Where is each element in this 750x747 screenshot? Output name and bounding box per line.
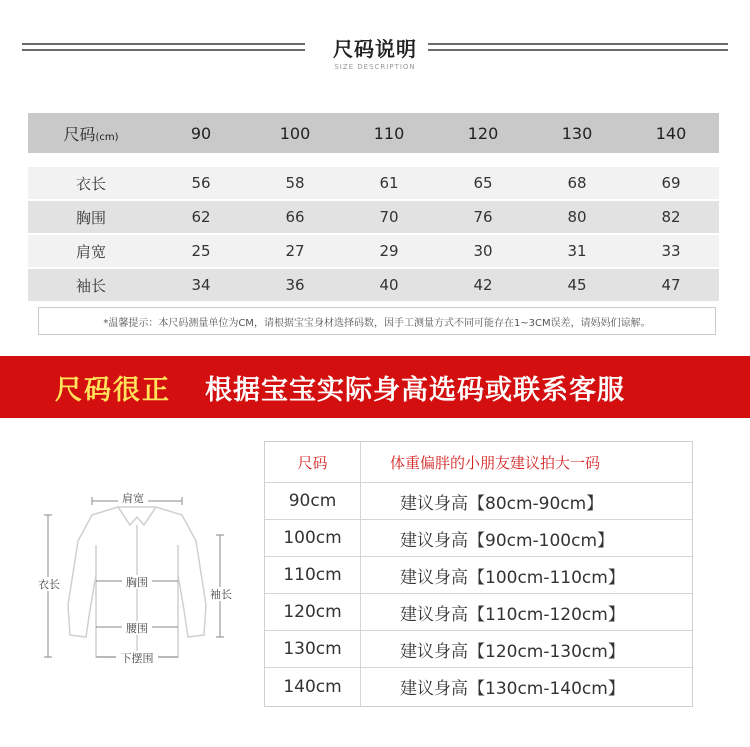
table-cell: 76 bbox=[473, 208, 493, 226]
diagram-label-sleeve: 袖长 bbox=[210, 588, 232, 601]
diagram-label-chest: 胸围 bbox=[126, 576, 148, 589]
table-cell: 42 bbox=[473, 276, 493, 294]
banner-left-text: 尺码很正 bbox=[55, 374, 171, 406]
table-cell: 29 bbox=[379, 242, 399, 260]
diagram-label-hem: 下摆围 bbox=[120, 652, 154, 665]
table-row bbox=[28, 167, 719, 199]
page-title: 尺码说明 bbox=[333, 37, 417, 61]
size-cell: 140cm bbox=[283, 676, 342, 697]
banner-right-text: 根据宝宝实际身高选码或联系客服 bbox=[205, 374, 625, 406]
page-subtitle: SIZE DESCRIPTION bbox=[334, 63, 416, 71]
advice-cell: 建议身高【130cm-140cm】 bbox=[400, 679, 625, 699]
table-row bbox=[265, 631, 692, 667]
height-table-header bbox=[265, 442, 692, 482]
size-col-100: 100 bbox=[279, 123, 311, 143]
table-row bbox=[28, 201, 719, 233]
promo-banner bbox=[0, 356, 750, 418]
header-advice: 体重偏胖的小朋友建议拍大一码 bbox=[390, 453, 601, 472]
table-row bbox=[28, 235, 719, 267]
header-size: 尺码 bbox=[297, 453, 328, 472]
table-cell: 62 bbox=[191, 208, 211, 226]
advice-cell: 建议身高【110cm-120cm】 bbox=[400, 604, 625, 625]
size-cell: 100cm bbox=[283, 528, 342, 548]
size-cell: 120cm bbox=[283, 602, 342, 622]
section-header bbox=[0, 0, 750, 80]
size-header-label bbox=[28, 122, 154, 145]
advice-cell: 建议身高【80cm-90cm】 bbox=[400, 493, 604, 514]
table-row bbox=[265, 520, 692, 556]
height-table bbox=[264, 441, 693, 707]
table-cell: 66 bbox=[285, 208, 305, 226]
table-cell: 56 bbox=[191, 174, 211, 192]
table-row bbox=[265, 557, 692, 593]
advice-cell: 建议身高【120cm-130cm】 bbox=[400, 641, 625, 662]
row-label: 胸围 bbox=[75, 208, 106, 227]
size-cell: 130cm bbox=[283, 639, 342, 659]
table-cell: 25 bbox=[191, 242, 211, 260]
row-label: 衣长 bbox=[75, 174, 106, 193]
table-row bbox=[265, 483, 692, 519]
size-col-90: 90 bbox=[190, 123, 212, 143]
size-header-unit: (cm) bbox=[95, 131, 119, 143]
size-col-120: 120 bbox=[467, 123, 499, 143]
size-col-130: 130 bbox=[561, 123, 593, 143]
advice-cell: 建议身高【100cm-110cm】 bbox=[400, 567, 625, 588]
table-row bbox=[265, 594, 692, 630]
table-cell: 33 bbox=[661, 242, 681, 260]
table-cell: 27 bbox=[285, 242, 305, 260]
size-table-header bbox=[28, 113, 719, 153]
size-cell: 90cm bbox=[288, 491, 337, 511]
table-cell: 31 bbox=[567, 242, 587, 260]
garment-measure-diagram bbox=[30, 485, 240, 675]
size-table bbox=[28, 113, 719, 301]
row-label: 肩宽 bbox=[75, 242, 106, 261]
size-cell: 110cm bbox=[283, 565, 342, 585]
table-cell: 30 bbox=[473, 242, 493, 260]
table-cell: 58 bbox=[285, 174, 305, 192]
table-cell: 68 bbox=[567, 174, 587, 192]
size-header-text: 尺码 bbox=[63, 124, 96, 144]
table-cell: 36 bbox=[285, 276, 305, 294]
table-cell: 70 bbox=[379, 208, 399, 226]
row-label: 袖长 bbox=[75, 276, 106, 295]
diagram-label-length: 衣长 bbox=[38, 578, 60, 591]
diagram-label-waist: 腰围 bbox=[126, 622, 148, 635]
table-row bbox=[28, 269, 719, 301]
size-col-110: 110 bbox=[373, 123, 405, 143]
table-cell: 45 bbox=[567, 276, 587, 294]
table-cell: 69 bbox=[661, 174, 681, 192]
table-cell: 40 bbox=[379, 276, 399, 294]
table-cell: 61 bbox=[379, 174, 399, 192]
size-table-body bbox=[28, 167, 719, 301]
table-cell: 65 bbox=[473, 174, 493, 192]
table-row bbox=[265, 668, 692, 705]
diagram-label-shoulder: 肩宽 bbox=[122, 492, 144, 505]
table-cell: 34 bbox=[191, 276, 211, 294]
advice-cell: 建议身高【90cm-100cm】 bbox=[400, 530, 615, 551]
table-cell: 80 bbox=[567, 208, 587, 226]
table-cell: 47 bbox=[661, 276, 681, 294]
measurement-tip: *温馨提示：本尺码测量单位为CM，请根据宝宝身材选择码数，因手工测量方式不同可能存在1~3CM误差，请妈妈们谅解。 bbox=[38, 307, 716, 335]
table-cell: 82 bbox=[661, 208, 681, 226]
size-col-140: 140 bbox=[655, 123, 687, 143]
